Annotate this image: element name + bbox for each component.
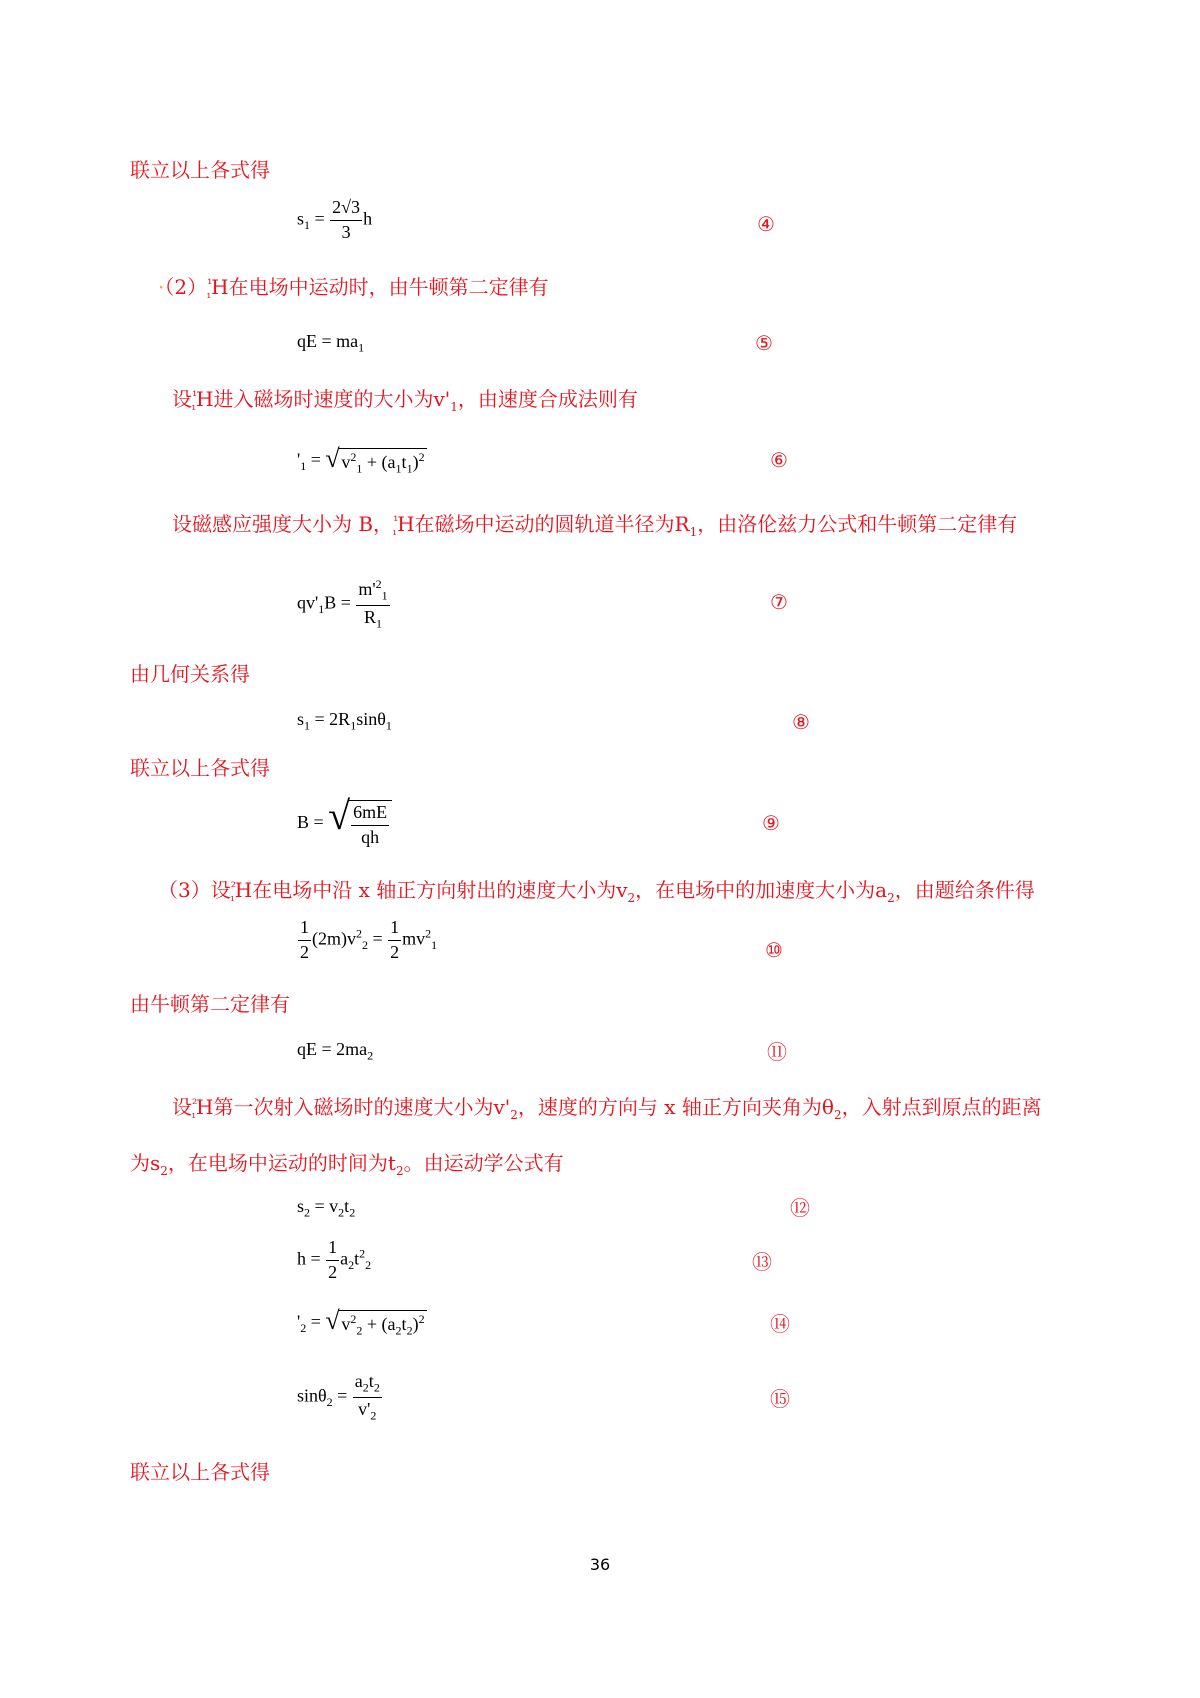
text-line: $\cdot(2)^{^1}_{_1}H$在电场中运动时，由牛顿第二定律有 (158, 275, 549, 301)
text-line: （3）设$^{^2}_{_1}$H在电场中沿 x 轴正方向射出的速度大小为$v_2$，在电场中的加速度大小为$a_2$，由题给条件得 (158, 878, 1035, 905)
equation-11: qE = $2ma_2$ (297, 1039, 374, 1063)
equation-12: $s_2 = v_2t_2$ (297, 1196, 356, 1220)
equation-14: '$_2$ = √ $v^2_2 + (a_2t_2)^2$ (297, 1306, 425, 1338)
text-line: 联立以上各式得 (130, 158, 270, 182)
equation-10: $\frac{1}{2}$ $(2m)v^2_2$ = $\frac{1}{2}$ $mv^2_1$ (300, 917, 438, 962)
text-line: 联立以上各式得 (130, 1460, 270, 1484)
text-line: 由几何关系得 (130, 662, 250, 686)
text-line: 设磁感应强度大小为 B，$^{^1}_{_1}$H在磁场中运动的圆轨道半径为$R_1$，由洛伦兹力公式和牛顿第二定律有 (172, 512, 1018, 539)
text-line: 设$^{^2}_{_1}$H第一次射入磁场时的速度大小为$v'_2$，速度的方向与 x 轴正方向夹角为$\theta_2$，入射点到原点的距离 (172, 1095, 1042, 1122)
eq-number: ⑧ (792, 710, 810, 734)
page-number: 36 (589, 1555, 611, 1574)
text-line: 由牛顿第二定律有 (130, 992, 290, 1016)
eq-number: ⑨ (762, 811, 780, 835)
eq-number: ⑪ (767, 1040, 787, 1064)
eq-number: ⑩ (765, 938, 783, 962)
eq-number: ⑤ (755, 331, 773, 355)
equation-4: $s_1$ = $\frac{2√3}{3}$ h (297, 197, 373, 242)
text-line: 设$^{^1}_{_1}$H进入磁场时速度的大小为$v'_1$，由速度合成法则有 (172, 387, 638, 414)
eq-number: ⑫ (790, 1196, 810, 1220)
eq-number: ⑮ (770, 1387, 790, 1411)
eq-number: ⑭ (770, 1312, 790, 1336)
equation-6: '$_1$ = √ $v^2_1 + (a_1t_1)^2$ (297, 444, 425, 476)
eq-number: ⑥ (770, 448, 788, 472)
equation-9: B = √ $\frac{6mE}{qh}$ (297, 800, 392, 848)
eq-number: ⑦ (770, 590, 788, 614)
equation-5: qE = $ma_1$ (297, 331, 365, 355)
eq-number: ⑬ (752, 1250, 772, 1274)
text-line: 为$s_2$，在电场中运动的时间为$t_2$。由运动学公式有 (130, 1151, 564, 1178)
equation-15: sinθ$_2$ = $\frac{a_2t_2}{v'_2}$ (297, 1371, 380, 1423)
equation-7: $qv'_1B$ = $\frac{m'^2_1}{R_1}$ (297, 577, 388, 631)
equation-8: $s_1 = 2R_1\sin\theta_1$ (297, 709, 392, 733)
eq-number: ④ (757, 212, 775, 236)
text-line: 联立以上各式得 (130, 756, 270, 780)
equation-13: h = $\frac{1}{2}$ $a_2t^2_2$ (297, 1237, 372, 1282)
